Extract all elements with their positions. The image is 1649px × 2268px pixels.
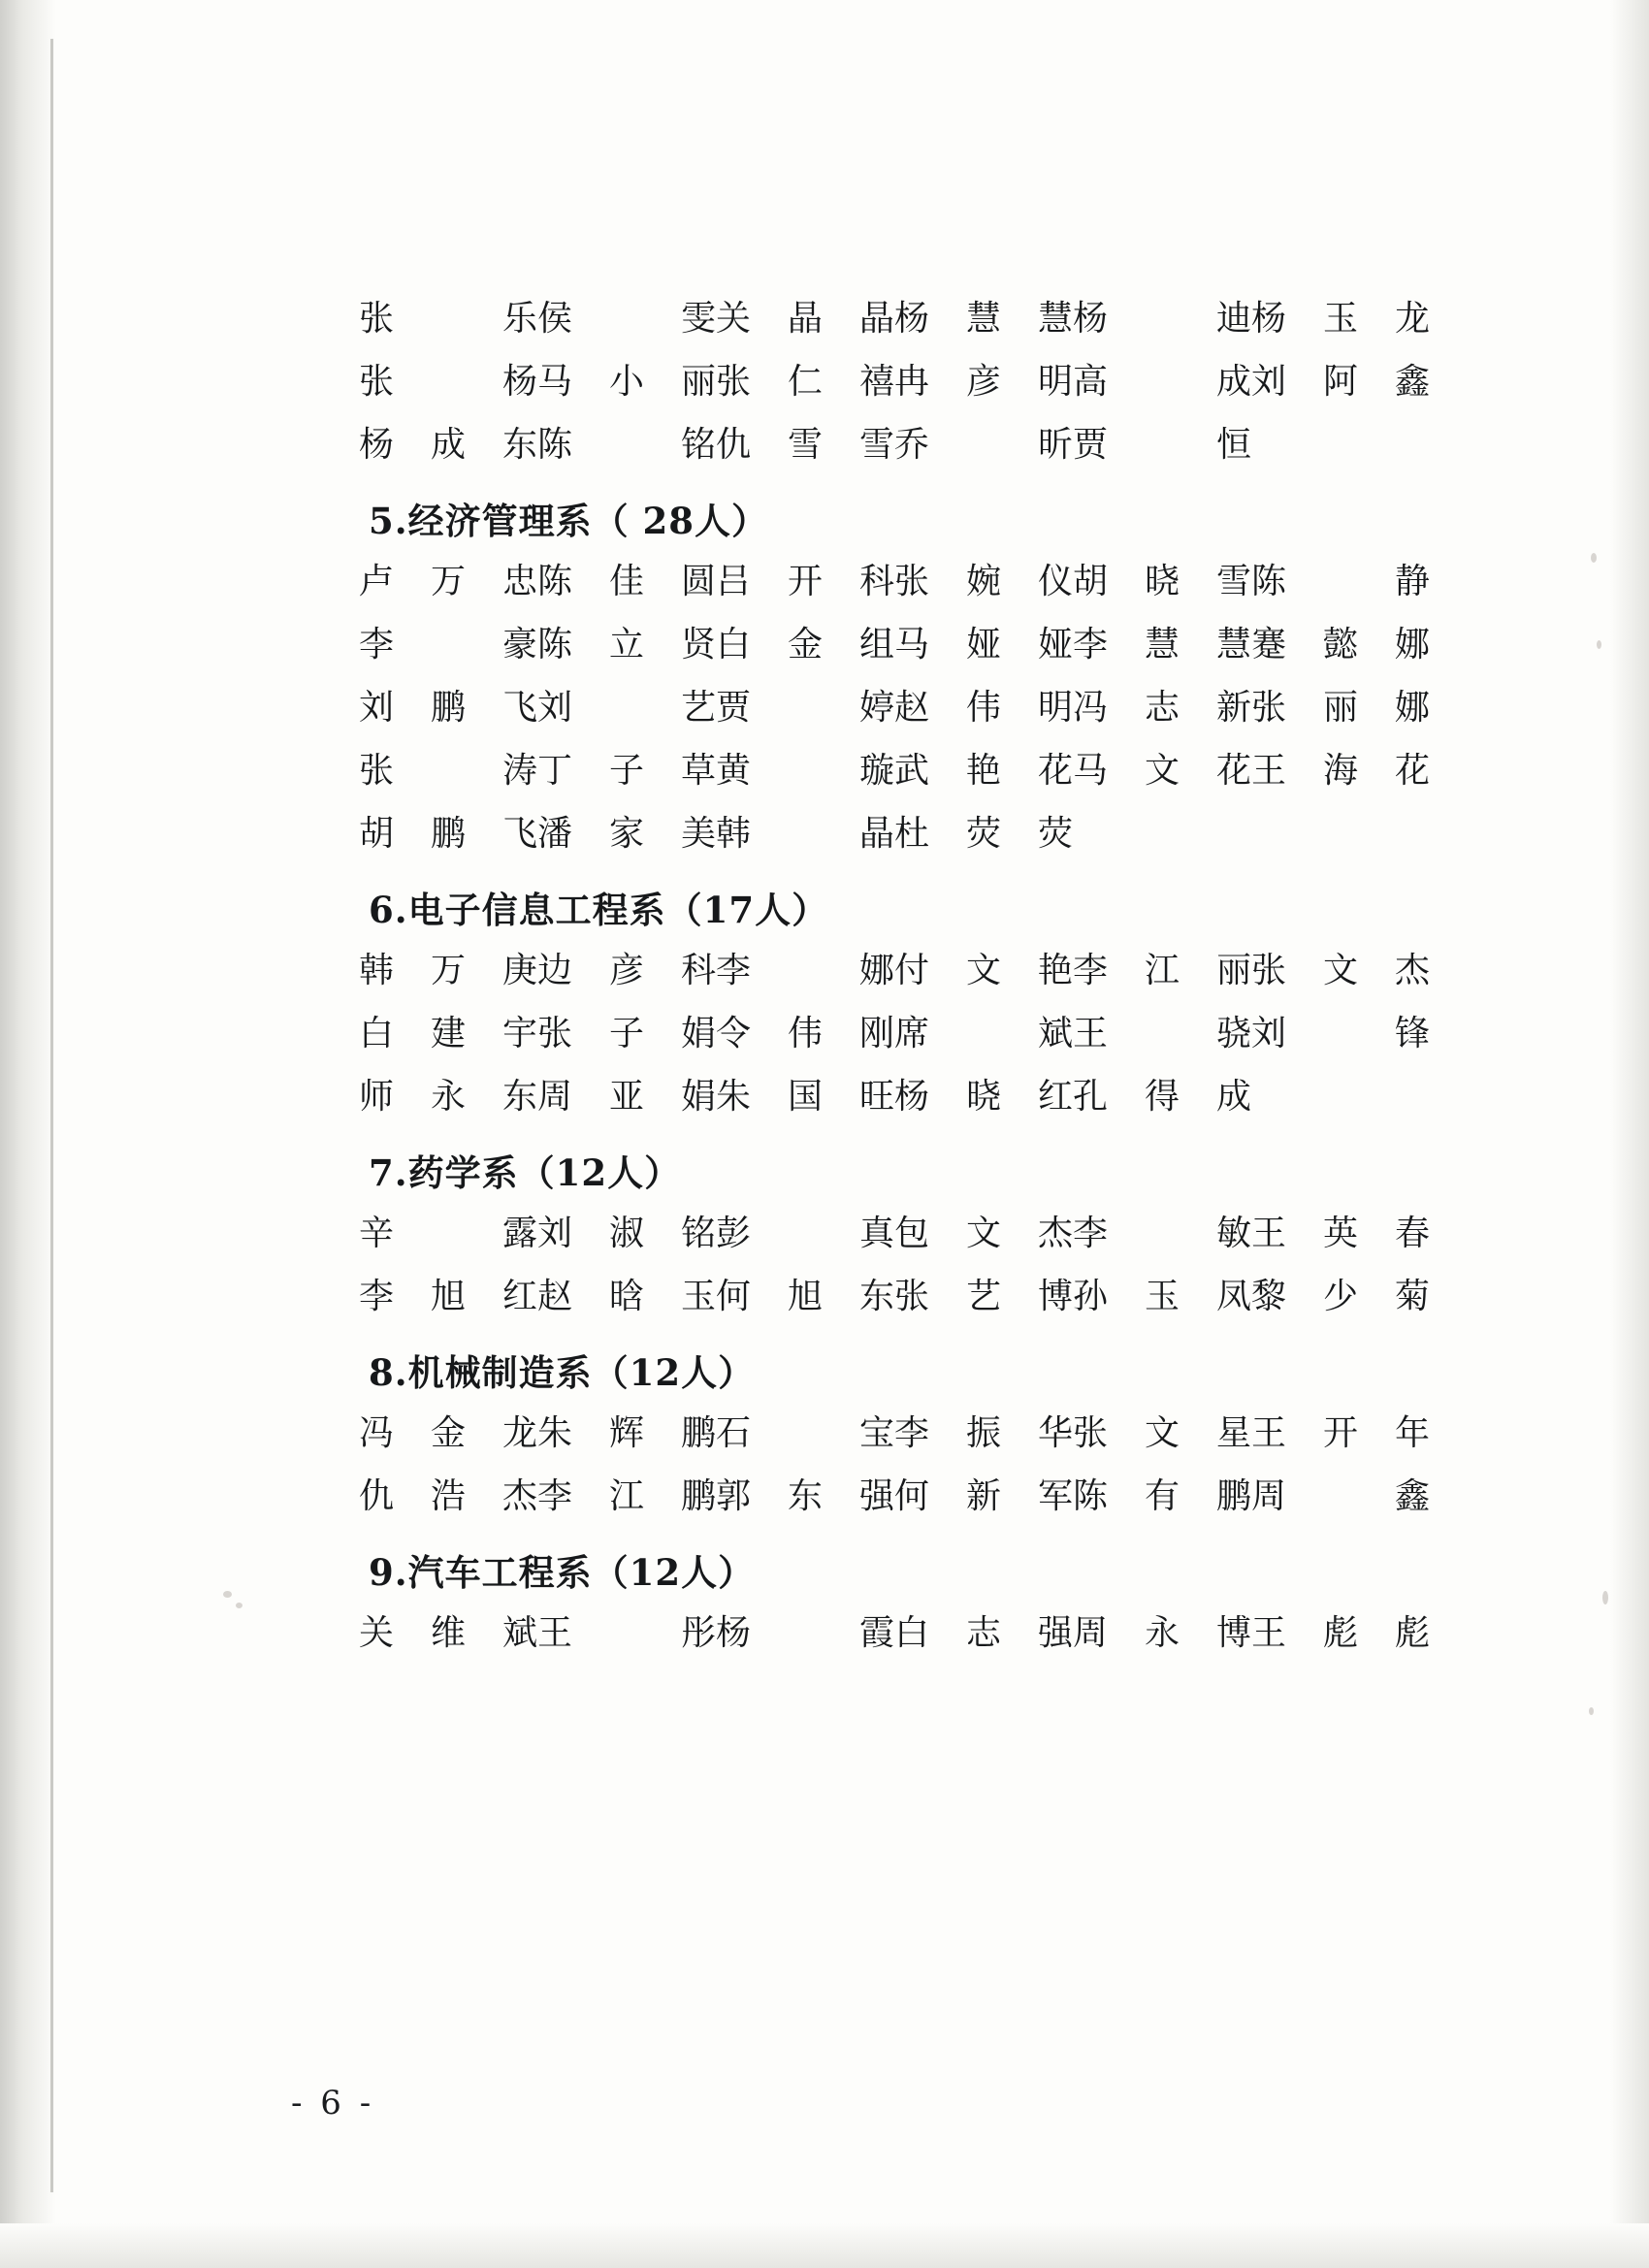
name-cell: 包 文 杰 — [894, 1214, 1073, 1253]
name-cell: 黄 璇 — [716, 751, 894, 791]
name-cell: 胡 鹏 飞 — [359, 814, 537, 854]
name-cell: 杨 晓 红 — [894, 1077, 1073, 1117]
scan-edge-bottom — [0, 2223, 1649, 2268]
name-cell: 刘 艺 — [537, 688, 716, 728]
name-row — [359, 617, 1434, 666]
name-cell: 高 成 — [1073, 362, 1251, 402]
name-cell: 杨 慧 慧 — [894, 299, 1073, 339]
name-cell: 乔 昕 — [894, 425, 1073, 465]
name-cell: 韩 晶 — [716, 814, 894, 854]
name-cell: 贾 婷 — [716, 688, 894, 728]
name-cell: 冯 金 龙 — [359, 1413, 537, 1453]
name-cell: 李 江 鹏 — [537, 1476, 716, 1516]
name-cell: 吕 开 科 — [716, 562, 894, 601]
name-cell: 李 敏 — [1073, 1214, 1251, 1253]
name-cell: 贾 恒 — [1073, 425, 1251, 465]
name-row — [359, 1269, 1434, 1318]
name-cell: 李 旭 红 — [359, 1277, 537, 1316]
name-cell: 张 丽 娜 — [1251, 688, 1430, 728]
section-heading: 9.汽车工程系（12人） — [369, 1551, 756, 1594]
name-cell: 蹇 懿 娜 — [1251, 625, 1430, 664]
name-row — [359, 417, 1434, 467]
scan-speckle — [1597, 640, 1601, 649]
name-cell: 杨 玉 龙 — [1251, 299, 1430, 339]
name-cell: 刘 阿 鑫 — [1251, 362, 1430, 402]
name-cell: 马 小 丽 — [537, 362, 716, 402]
name-cell: 席 斌 — [894, 1014, 1073, 1053]
name-cell: 关 晶 晶 — [716, 299, 894, 339]
name-cell: 张 仁 禧 — [716, 362, 894, 402]
name-row — [359, 806, 1434, 856]
name-cell: 王 彪 彪 — [1251, 1613, 1430, 1653]
name-row — [359, 1605, 1434, 1655]
name-cell: 张 乐 — [359, 299, 537, 339]
name-cell: 仇 雪 雪 — [716, 425, 894, 465]
name-cell: 刘 淑 铭 — [537, 1214, 716, 1253]
name-cell: 朱 国 旺 — [716, 1077, 894, 1117]
name-cell: 陈 铭 — [537, 425, 716, 465]
name-cell: 胡 晓 雪 — [1073, 562, 1251, 601]
scan-edge-right — [1610, 0, 1649, 2268]
name-cell: 张 涛 — [359, 751, 537, 791]
section-heading: 7.药学系（12人） — [369, 1151, 682, 1194]
name-cell: 冯 志 新 — [1073, 688, 1251, 728]
name-row — [359, 743, 1434, 793]
name-cell: 何 旭 东 — [716, 1277, 894, 1316]
name-cell: 陈 静 — [1251, 562, 1430, 601]
page-number: - 6 - — [291, 2084, 375, 2122]
name-cell: 何 新 军 — [894, 1476, 1073, 1516]
name-row — [359, 554, 1434, 603]
name-row — [359, 1406, 1434, 1455]
name-cell: 陈 有 鹏 — [1073, 1476, 1251, 1516]
scan-speckle — [223, 1591, 232, 1598]
name-cell: 张 文 杰 — [1251, 951, 1430, 990]
name-cell: 张 文 星 — [1073, 1413, 1251, 1453]
name-cell: 付 文 艳 — [894, 951, 1073, 990]
section-heading: 8.机械制造系（12人） — [369, 1351, 756, 1394]
name-cell: 潘 家 美 — [537, 814, 716, 854]
name-cell: 白 金 组 — [716, 625, 894, 664]
name-row — [359, 1006, 1434, 1055]
name-cell: 王 彤 — [537, 1613, 716, 1653]
name-cell: 陈 立 贤 — [537, 625, 716, 664]
name-cell: 张 婉 仪 — [894, 562, 1073, 601]
name-cell: 孙 玉 凤 — [1073, 1277, 1251, 1316]
name-cell: 黎 少 菊 — [1251, 1277, 1430, 1316]
name-cell: 石 宝 — [716, 1413, 894, 1453]
name-cell: 侯 雯 — [537, 299, 716, 339]
document-body — [359, 291, 1484, 1669]
name-cell: 赵 晗 玉 — [537, 1277, 716, 1316]
name-row — [359, 291, 1434, 340]
name-cell: 孔 得 成 — [1073, 1077, 1251, 1117]
name-cell: 王 开 年 — [1251, 1413, 1430, 1453]
name-cell: 王 英 春 — [1251, 1214, 1430, 1253]
name-cell: 白 建 宇 — [359, 1014, 537, 1053]
name-cell: 马 文 花 — [1073, 751, 1251, 791]
name-cell: 师 永 东 — [359, 1077, 537, 1117]
name-cell: 韩 万 庚 — [359, 951, 537, 990]
name-cell: 李 慧 慧 — [1073, 625, 1251, 664]
name-row — [359, 943, 1434, 992]
name-cell: 朱 辉 鹏 — [537, 1413, 716, 1453]
name-cell: 关 维 斌 — [359, 1613, 537, 1653]
name-cell: 辛 露 — [359, 1214, 537, 1253]
name-cell: 赵 伟 明 — [894, 688, 1073, 728]
name-row — [359, 680, 1434, 729]
name-cell: 杨 迪 — [1073, 299, 1251, 339]
name-cell: 武 艳 花 — [894, 751, 1073, 791]
name-cell: 周 永 博 — [1073, 1613, 1251, 1653]
name-cell: 丁 子 草 — [537, 751, 716, 791]
name-cell: 令 伟 刚 — [716, 1014, 894, 1053]
section-heading: 5.经济管理系（ 28人） — [369, 500, 768, 542]
scan-edge-left — [0, 0, 56, 2268]
name-cell: 杨 霞 — [716, 1613, 894, 1653]
scan-speckle — [1602, 1591, 1608, 1604]
name-cell: 周 亚 娟 — [537, 1077, 716, 1117]
name-cell: 彭 真 — [716, 1214, 894, 1253]
name-row — [359, 1469, 1434, 1518]
name-row — [359, 354, 1434, 404]
name-cell: 王 骁 — [1073, 1014, 1251, 1053]
name-cell: 边 彦 科 — [537, 951, 716, 990]
scan-edge-binding-line — [50, 39, 53, 2192]
scan-speckle — [1589, 1707, 1594, 1715]
name-cell: 周 鑫 — [1251, 1476, 1430, 1516]
name-cell: 李 娜 — [716, 951, 894, 990]
scan-speckle — [1591, 553, 1597, 563]
name-cell: 白 志 强 — [894, 1613, 1073, 1653]
name-cell: 张 艺 博 — [894, 1277, 1073, 1316]
name-cell: 杨 成 东 — [359, 425, 537, 465]
name-cell: 张 子 娟 — [537, 1014, 716, 1053]
name-cell: 郭 东 强 — [716, 1476, 894, 1516]
name-cell: 李 振 华 — [894, 1413, 1073, 1453]
name-row — [359, 1206, 1434, 1255]
name-cell: 王 海 花 — [1251, 751, 1430, 791]
name-cell: 张 杨 — [359, 362, 537, 402]
name-cell: 杜 荧 荧 — [894, 814, 1073, 854]
name-cell: 冉 彦 明 — [894, 362, 1073, 402]
name-cell: 仇 浩 杰 — [359, 1476, 537, 1516]
name-cell: 马 娅 娅 — [894, 625, 1073, 664]
scan-speckle — [236, 1603, 242, 1608]
name-row — [359, 1069, 1434, 1118]
name-cell: 陈 佳 圆 — [537, 562, 716, 601]
name-cell: 刘 鹏 飞 — [359, 688, 537, 728]
section-heading: 6.电子信息工程系（17人） — [369, 889, 829, 931]
name-cell: 卢 万 忠 — [359, 562, 537, 601]
name-cell: 李 豪 — [359, 625, 537, 664]
name-cell: 刘 锋 — [1251, 1014, 1430, 1053]
name-cell: 李 江 丽 — [1073, 951, 1251, 990]
